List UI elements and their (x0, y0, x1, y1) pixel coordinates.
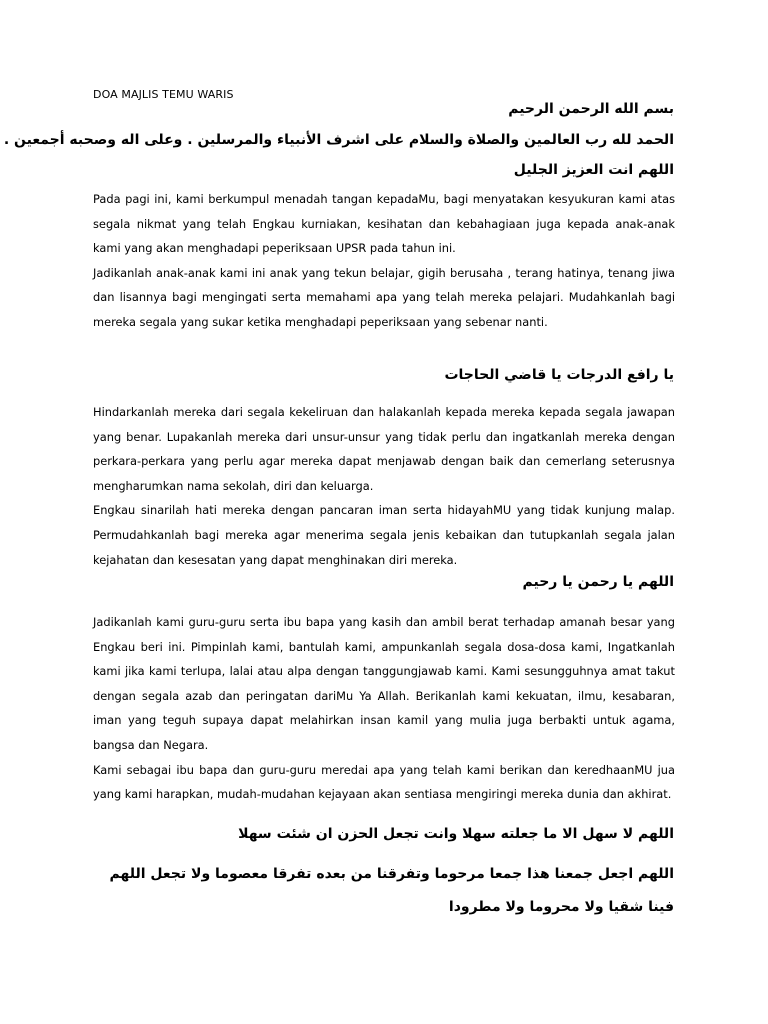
paragraph-section-1 (93, 187, 675, 335)
arabic-closing-line-1: اللهم لا سهل الا ما جعلته سهلا وانت تجعل الحزن ان شئت سهلا (238, 826, 674, 842)
arabic-invocation-3: اللهم يا رحمن يا رحيم (522, 574, 674, 590)
arabic-hamdalah: الحمد لله رب العالمين والصلاة والسلام على اشرف الأنبياء والمرسلين . وعلى اله وصحبه أجمعين . (3, 132, 674, 148)
arabic-basmala: بسم الله الرحمن الرحيم (508, 101, 674, 117)
arabic-invocation-2: يا رافع الدرجات يا قاضي الحاجات (444, 367, 674, 383)
paragraph-section-2 (93, 400, 675, 572)
paragraph: Hindarkanlah mereka dari segala kekeliruan dan halakanlah kepada mereka kepada segala jawapan yang benar. Lupakanlah mereka dari unsur-unsur yang tidak perlu dan ingatkanlah mereka dengan perkara-perkara yang perlu agar mereka dapat menjawab dengan baik dan cemerlang seterusnya mengharumkan nama sekolah, diri dan keluarga. (93, 405, 675, 493)
arabic-closing-line-2: اللهم اجعل جمعنا هذا جمعا مرحوما وتفرقنا من بعده تفرقا معصوما ولا تجعل اللهم فينا شقيا ولا محروما ولا مطرودا (109, 866, 674, 915)
paragraph-section-3 (93, 610, 675, 807)
paragraph: Pada pagi ini, kami berkumpul menadah tangan kepadaMu, bagi menyatakan kesyukuran kami atas segala nikmat yang telah Engkau kurniakan, kesihatan dan kebahagiaan juga kepada anak-anak kami yang akan menghadapi peperiksaan UPSR pada tahun ini. (93, 192, 675, 256)
paragraph: Jadikanlah kami guru-guru serta ibu bapa yang kasih dan ambil berat terhadap amanah besar yang Engkau beri ini. Pimpinlah kami, bantulah kami, ampunkanlah segala dosa-dosa kami, Ingatkanlah kami jika kami terlupa, lalai atau alpa dengan tanggungjawab kami. Kami sesungguhnya amat takut dengan segala azab dan peringatan dariMu Ya Allah. Berikanlah kami kekuatan, ilmu, kesabaran, iman yang teguh supaya dapat melahirkan insan kamil yang mulia juga berbakti untuk agama, bangsa dan Negara. (93, 615, 675, 752)
paragraph: Jadikanlah anak-anak kami ini anak yang tekun belajar, gigih berusaha , terang hatinya, tenang jiwa dan lisannya bagi mengingati serta memahami apa yang telah mereka pelajari. Mudahkanlah bagi mereka segala yang sukar ketika menghadapi peperiksaan yang sebenar nanti. (93, 265, 675, 329)
paragraph: Kami sebagai ibu bapa dan guru-guru meredai apa yang telah kami berikan dan keredhaanMU jua yang kami harapkan, mudah-mudahan kejayaan akan sentiasa mengiringi mereka dunia dan akhirat. (93, 762, 675, 802)
paragraph: Engkau sinarilah hati mereka dengan pancaran iman serta hidayahMU yang tidak kunjung malap. Permudahkanlah bagi mereka agar menerima segala jenis kebaikan dan tutupkanlah segala jalan kejahatan dan kesesatan yang dapat menghinakan diri mereka. (93, 503, 675, 567)
document-title: DOA MAJLIS TEMU WARIS (93, 88, 234, 101)
arabic-invocation: اللهم انت العزيز الجليل (513, 162, 674, 178)
